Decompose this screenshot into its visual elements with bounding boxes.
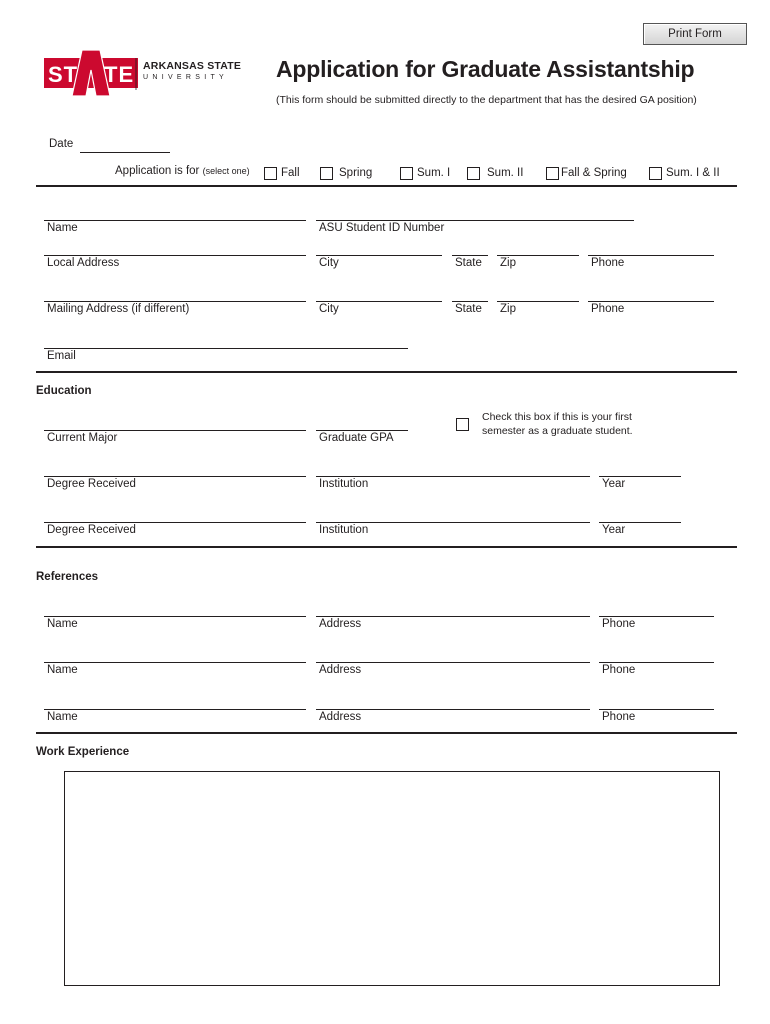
degree-received-2-label: Degree Received	[47, 524, 136, 536]
work-experience-heading: Work Experience	[36, 746, 130, 758]
fall-checkbox[interactable]	[264, 167, 277, 180]
section-divider	[36, 185, 737, 187]
logo-text-main: ARKANSAS STATE	[143, 60, 242, 72]
application-for-label	[115, 165, 250, 177]
name-label: Name	[47, 222, 78, 234]
institution-1-field[interactable]	[316, 476, 590, 477]
name-field[interactable]	[44, 220, 306, 221]
reference-2-name-label: Name	[47, 664, 78, 676]
first-semester-note-line1: Check this box if this is your first	[482, 411, 632, 423]
mailing-address-label: Mailing Address (if different)	[47, 303, 190, 315]
reference-2-name-field[interactable]	[44, 662, 306, 663]
sum1-2-checkbox[interactable]	[649, 167, 662, 180]
reference-3-name-label: Name	[47, 711, 78, 723]
mailing-zip-label: Zip	[500, 303, 516, 315]
sum1-label: Sum. I	[417, 167, 451, 179]
work-experience-textarea[interactable]	[64, 771, 720, 986]
local-state-label: State	[455, 257, 482, 269]
email-field[interactable]	[44, 348, 408, 349]
reference-3-phone-field[interactable]	[599, 709, 714, 710]
spring-checkbox[interactable]	[320, 167, 333, 180]
reference-2-address-field[interactable]	[316, 662, 590, 663]
local-city-field[interactable]	[316, 255, 442, 256]
current-major-label: Current Major	[47, 432, 118, 444]
sum2-checkbox[interactable]	[467, 167, 480, 180]
degree-received-1-label: Degree Received	[47, 478, 136, 490]
fall-label: Fall	[281, 167, 300, 179]
sum2-label: Sum. II	[487, 167, 524, 179]
reference-1-phone-field[interactable]	[599, 616, 714, 617]
arkansas-state-logo	[44, 48, 234, 98]
sum1-2-label: Sum. I & II	[666, 167, 720, 179]
degree-received-1-field[interactable]	[44, 476, 306, 477]
svg-text:TE: TE	[104, 62, 135, 87]
degree-received-2-field[interactable]	[44, 522, 306, 523]
section-divider	[36, 732, 737, 734]
mailing-phone-field[interactable]	[588, 301, 714, 302]
form-subtitle: (This form should be submitted directly to the department that has the desired GA position)	[276, 94, 697, 106]
reference-3-address-label: Address	[319, 711, 362, 723]
reference-1-name-field[interactable]	[44, 616, 306, 617]
local-phone-label: Phone	[591, 257, 625, 269]
year-2-label: Year	[602, 524, 626, 536]
student-id-label: ASU Student ID Number	[319, 222, 445, 234]
local-address-field[interactable]	[44, 255, 306, 256]
graduate-gpa-label: Graduate GPA	[319, 432, 394, 444]
application-for-text: Application is for	[115, 165, 200, 177]
date-field[interactable]	[80, 152, 170, 153]
mailing-phone-label: Phone	[591, 303, 625, 315]
graduate-gpa-field[interactable]	[316, 430, 408, 431]
first-semester-checkbox[interactable]	[456, 418, 469, 431]
select-one-note: (select one)	[202, 166, 250, 176]
first-semester-note-line2: semester as a graduate student.	[482, 425, 633, 437]
local-state-field[interactable]	[452, 255, 488, 256]
reference-1-address-field[interactable]	[316, 616, 590, 617]
fall-spring-checkbox[interactable]	[546, 167, 559, 180]
email-label: Email	[47, 350, 76, 362]
reference-1-address-label: Address	[319, 618, 362, 630]
fall-spring-label: Fall & Spring	[561, 167, 627, 179]
print-form-button[interactable]: Print Form	[643, 23, 747, 45]
section-divider	[36, 546, 737, 548]
mailing-city-field[interactable]	[316, 301, 442, 302]
spring-label: Spring	[339, 167, 373, 179]
local-zip-field[interactable]	[497, 255, 579, 256]
reference-2-phone-label: Phone	[602, 664, 636, 676]
svg-text:ST: ST	[48, 62, 79, 87]
reference-3-phone-label: Phone	[602, 711, 636, 723]
date-label: Date	[49, 138, 74, 150]
mailing-state-field[interactable]	[452, 301, 488, 302]
reference-2-phone-field[interactable]	[599, 662, 714, 663]
reference-1-name-label: Name	[47, 618, 78, 630]
references-heading: References	[36, 571, 99, 583]
year-1-label: Year	[602, 478, 626, 490]
mailing-zip-field[interactable]	[497, 301, 579, 302]
year-1-field[interactable]	[599, 476, 681, 477]
education-heading: Education	[36, 385, 92, 397]
reference-1-phone-label: Phone	[602, 618, 636, 630]
reference-2-address-label: Address	[319, 664, 362, 676]
logo-text-sub: UNIVERSITY	[143, 74, 229, 81]
section-divider	[36, 371, 737, 373]
form-title: Application for Graduate Assistantship	[276, 56, 695, 82]
institution-2-label: Institution	[319, 524, 369, 536]
institution-1-label: Institution	[319, 478, 369, 490]
mailing-address-field[interactable]	[44, 301, 306, 302]
student-id-field[interactable]	[316, 220, 634, 221]
year-2-field[interactable]	[599, 522, 681, 523]
local-phone-field[interactable]	[588, 255, 714, 256]
local-zip-label: Zip	[500, 257, 516, 269]
reference-3-name-field[interactable]	[44, 709, 306, 710]
sum1-checkbox[interactable]	[400, 167, 413, 180]
current-major-field[interactable]	[44, 430, 306, 431]
mailing-city-label: City	[319, 303, 339, 315]
local-city-label: City	[319, 257, 339, 269]
local-address-label: Local Address	[47, 257, 120, 269]
reference-3-address-field[interactable]	[316, 709, 590, 710]
mailing-state-label: State	[455, 303, 482, 315]
institution-2-field[interactable]	[316, 522, 590, 523]
